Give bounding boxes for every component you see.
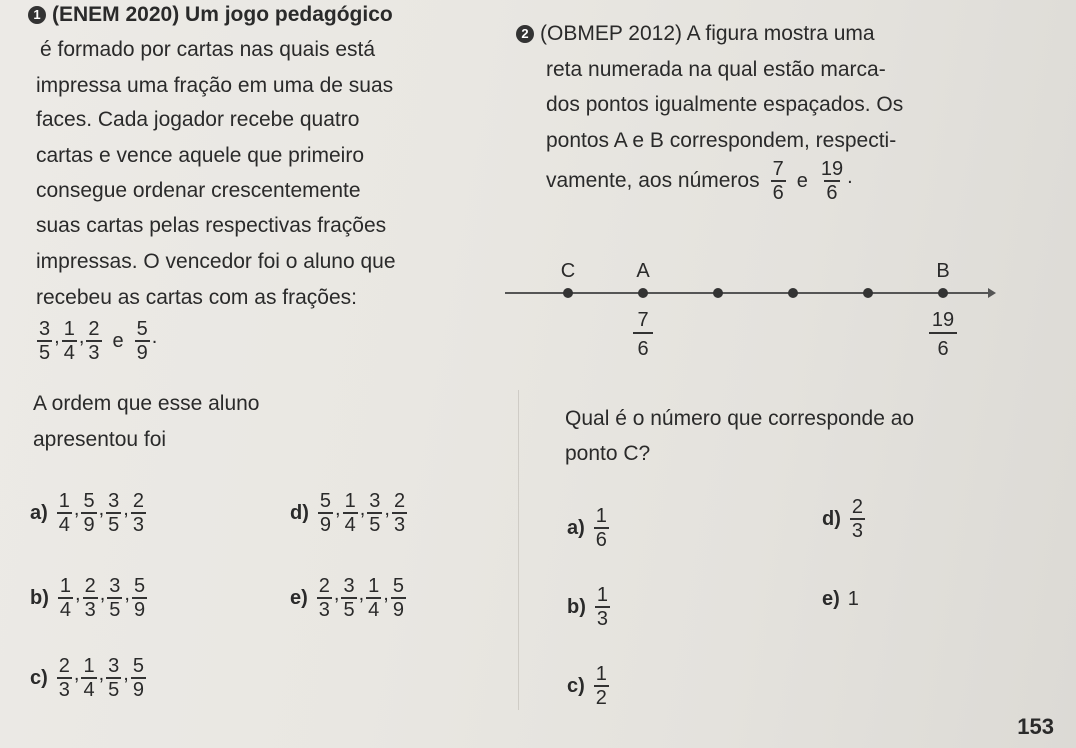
q2-question-line1: Qual é o número que corresponde ao [565,407,915,430]
number-line [500,255,1000,375]
q2-option-d[interactable]: d) $\frac{2}{3}$ [822,496,864,542]
point-5-dot [863,288,873,298]
q1-line-2: impressa uma fração em uma de suas [36,74,394,97]
point-3-dot [713,288,723,298]
q2-question-line2: ponto C? [565,442,651,465]
q1-option-c[interactable]: c) $\frac{2}{3}$ , $\frac{1}{4}$ , $\frac{3}{5}$ , $\frac{5}{9}$ [30,655,144,701]
q2-option-e[interactable]: e) 1 [822,588,859,610]
q1-fraction-list: $\frac{3}{5}$ , $\frac{1}{4}$ , $\frac{2}{3}$ e $\frac{5}{9}$ . [39,318,158,364]
q2-option-b[interactable]: b) $\frac{1}{3}$ [567,584,609,630]
q1-line-8: recebeu as cartas com as frações: [36,286,357,309]
q1-line-5: consegue ordenar crescentemente [36,179,361,202]
point-b-denominator: 6 [937,338,949,360]
point-b-numerator: 19 [931,309,955,331]
point-a-numerator: 7 [637,309,649,331]
q2-option-c[interactable]: c) $\frac{1}{2}$ [567,663,607,709]
column-divider [518,390,519,710]
q2-header [516,23,875,45]
q1-frac-3: $\frac{5}{9}$ [136,318,148,364]
page-number: 153 [1017,714,1054,739]
q2-line-1: reta numerada na qual estão marca- [546,58,886,81]
q1-line-6: suas cartas pelas respectivas frações [36,214,387,237]
point-c-label: C [560,260,576,282]
q1-frac-0: $\frac{3}{5}$ [39,318,51,364]
q1-frac-1: $\frac{1}{4}$ [63,318,75,364]
q1-frac-2: $\frac{2}{3}$ [88,318,100,364]
q1-line-7: impressas. O vencedor foi o aluno que [36,250,396,273]
point-c-dot [563,288,573,298]
q1-option-b[interactable]: b) $\frac{1}{4}$ , $\frac{2}{3}$ , $\frac{3}{5}$ , $\frac{5}{9}$ [30,575,146,621]
number-line-arrow [988,288,996,298]
q1-line-0: (ENEM 2020) Um jogo pedagógico [52,3,393,26]
q2-frac-b: $\frac{19}{6}$ [820,158,844,204]
q1-option-a[interactable]: a) $\frac{1}{4}$ , $\frac{5}{9}$ , $\frac{3}{5}$ , $\frac{2}{3}$ [30,490,144,536]
point-a-dot [638,288,648,298]
q2-frac-a: $\frac{7}{6}$ [772,158,784,204]
q1-number-badge: 1 [28,6,46,24]
q1-question-line1: A ordem que esse aluno [33,392,260,415]
point-a-denominator: 6 [637,338,649,360]
point-a-label: A [636,260,650,282]
q1-line-4: cartas e vence aquele que primeiro [36,144,365,167]
q2-option-a[interactable]: a) $\frac{1}{6}$ [567,505,607,551]
point-b-label: B [936,260,950,282]
q1-line-3: faces. Cada jogador recebe quatro [36,108,360,131]
point-4-dot [788,288,798,298]
q1-option-e[interactable]: e) $\frac{2}{3}$ , $\frac{3}{5}$ , $\frac{1}{4}$ , $\frac{5}{9}$ [290,575,404,621]
q2-line-2: dos pontos igualmente espaçados. Os [546,93,904,116]
q2-line-4: vamente, aos números $\frac{7}{6}$ e $\frac{19}{6}$ . [546,158,853,204]
q2-line-3: pontos A e B correspondem, respecti- [546,129,897,152]
point-6-dot [938,288,948,298]
q1-header [28,4,393,26]
q2-number-badge: 2 [516,25,534,43]
q1-conj: e [112,329,124,352]
q1-question-line2: apresentou foi [33,428,167,451]
q1-option-d[interactable]: d) $\frac{5}{9}$ , $\frac{1}{4}$ , $\frac{3}{5}$ , $\frac{2}{3}$ [290,490,406,536]
q1-line-1: é formado por cartas nas quais está [40,38,376,61]
q2-line-0: (OBMEP 2012) A figura mostra uma [540,22,875,45]
